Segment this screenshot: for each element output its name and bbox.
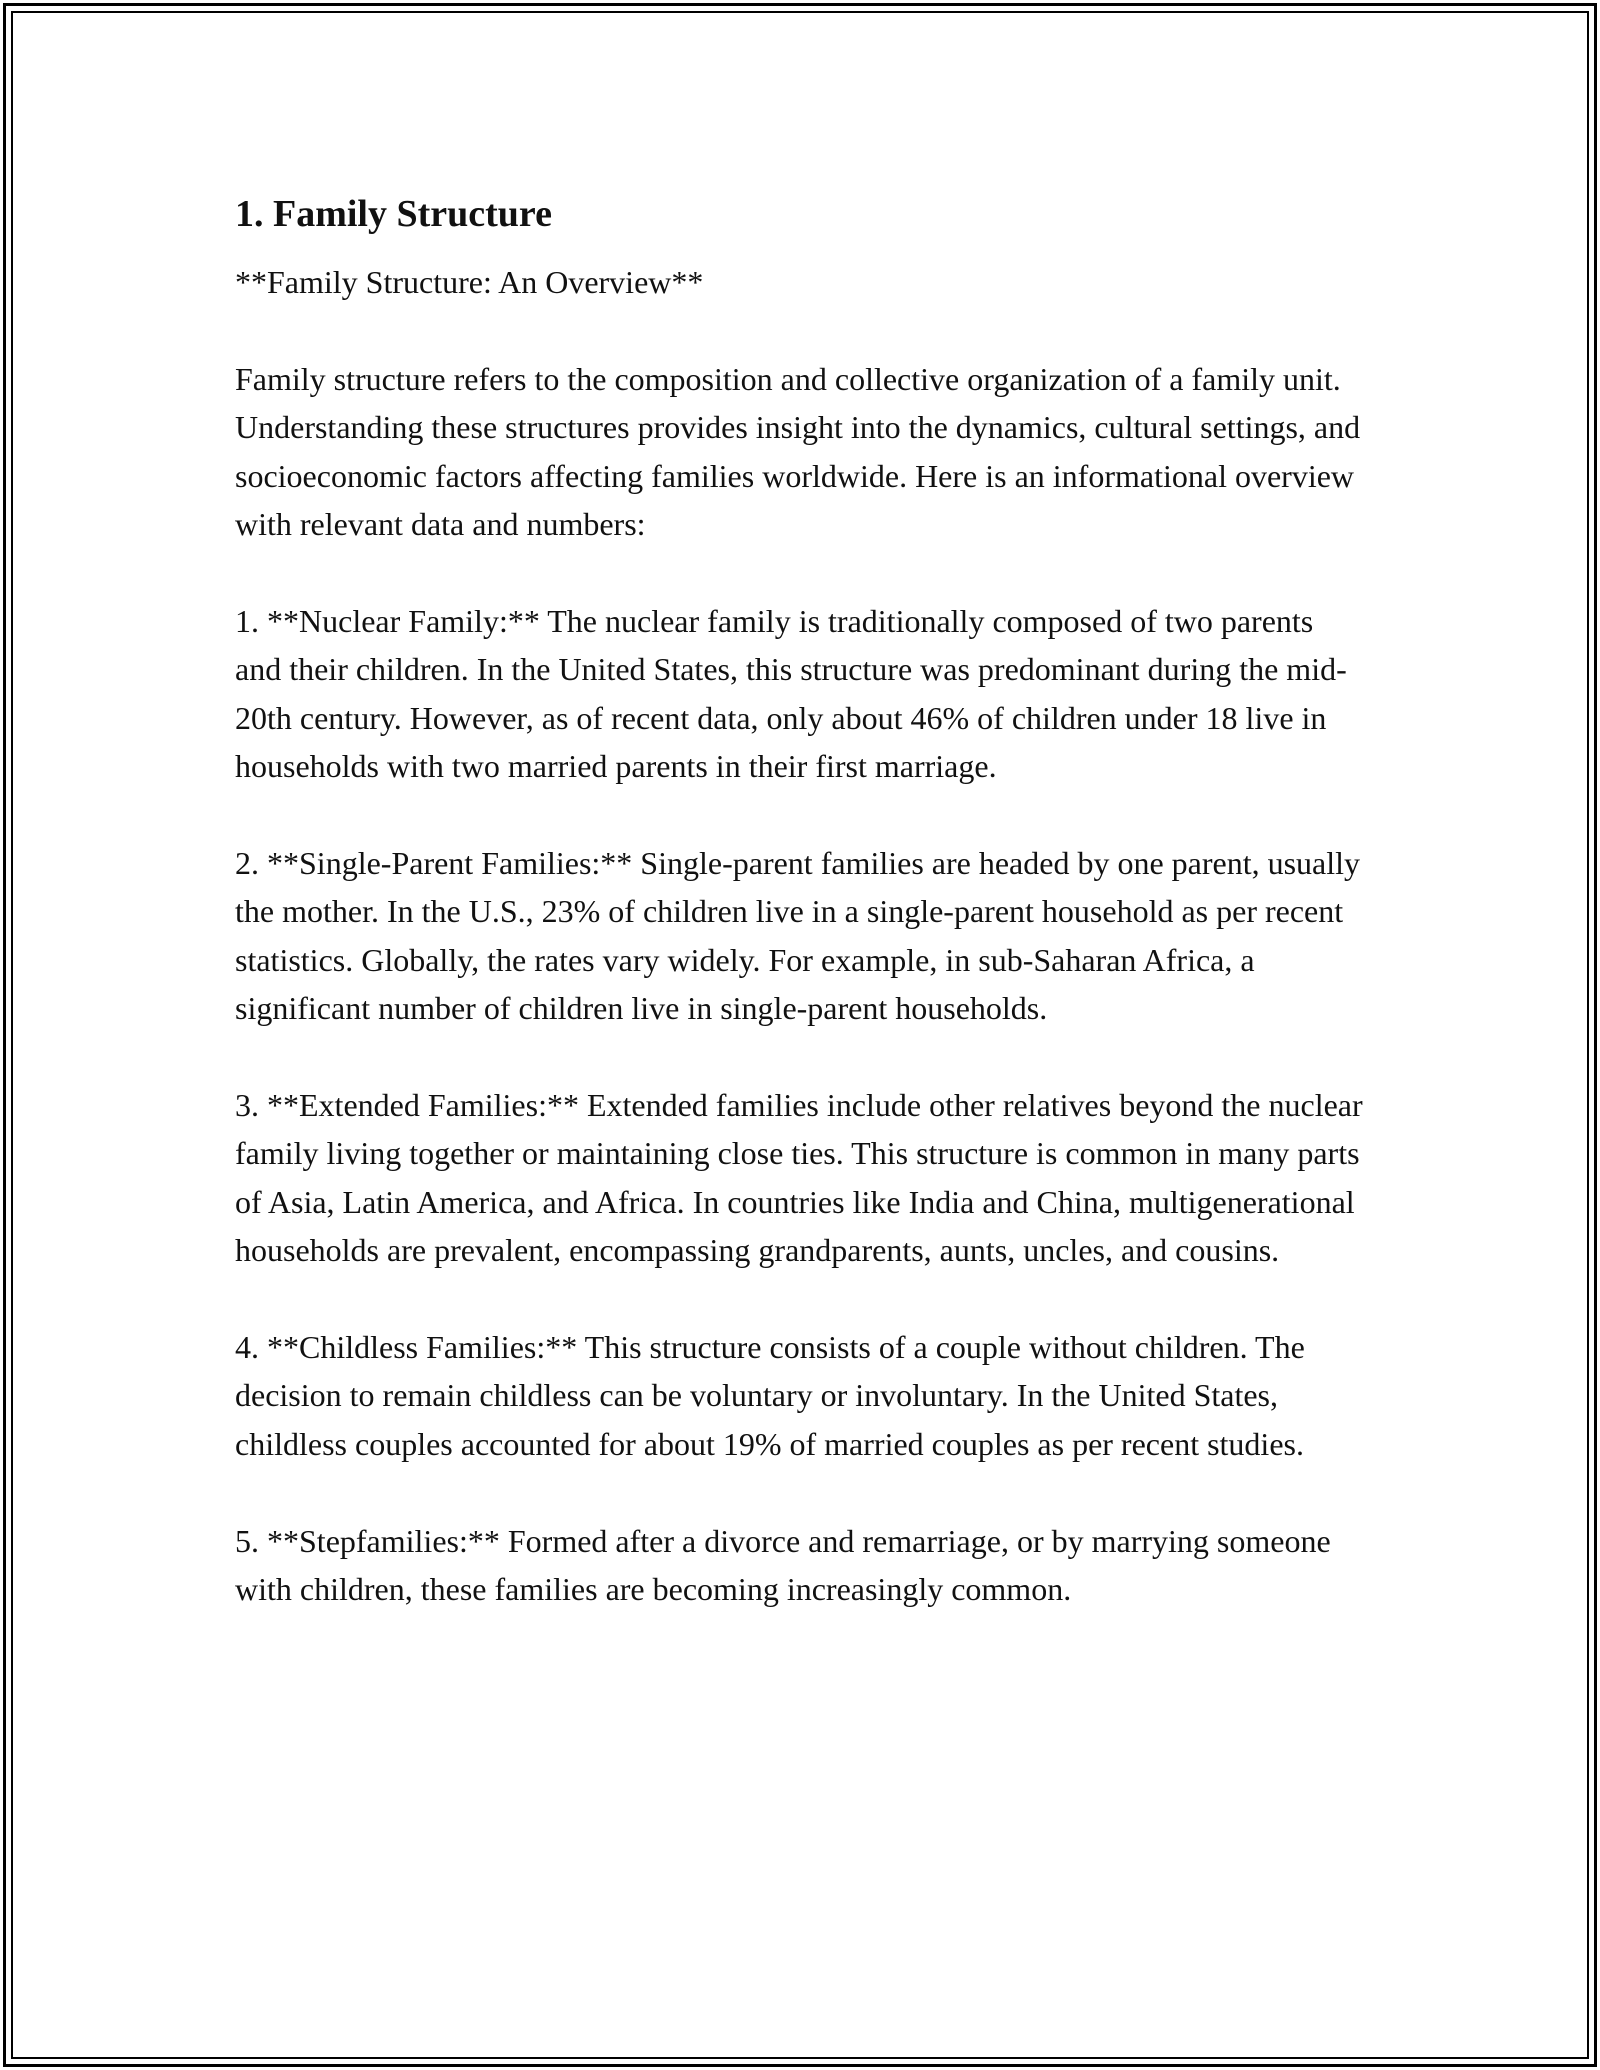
section-heading: 1. Family Structure <box>235 193 552 235</box>
childless-families-paragraph: 4. **Childless Families:** This structure consists of a couple without children. The decision to remain childless can be voluntary or involuntary. In the United States, childless couples accounted for about 19% of married couples as per recent studies. <box>235 1329 1305 1462</box>
document-body <box>235 186 1365 1662</box>
nuclear-family-paragraph: 1. **Nuclear Family:** The nuclear family is traditionally composed of two parents and their children. In the United States, this structure was predominant during the mid-20th century. However, as of recent data, only about 46% of children under 18 live in households with two married parents in their first marriage. <box>235 603 1347 785</box>
intro-paragraph: Family structure refers to the composition and collective organization of a family unit. Understanding these structures provides insight into the dynamics, cultural settings, and socioeconomic factors affecting families worldwide. Here is an informational overview with relevant data and numbers: <box>235 361 1361 543</box>
extended-families-paragraph: 3. **Extended Families:** Extended families include other relatives beyond the nuclear family living together or maintaining close ties. This structure is common in many parts of Asia, Latin America, and Africa. In countries like India and China, multigenerational households are prevalent, encompassing grandparents, aunts, uncles, and cousins. <box>235 1087 1363 1269</box>
single-parent-paragraph: 2. **Single-Parent Families:** Single-parent families are headed by one parent, usually the mother. In the U.S., 23% of children live in a single-parent household as per recent statistics. Globally, the rates vary widely. For example, in sub-Saharan Africa, a significant number of children live in single-parent households. <box>235 845 1361 1027</box>
overview-subtitle: **Family Structure: An Overview** <box>235 264 704 300</box>
stepfamilies-paragraph: 5. **Stepfamilies:** Formed after a divorce and remarriage, or by marrying someone with children, these families are becoming increasingly common. <box>235 1522 1331 1608</box>
